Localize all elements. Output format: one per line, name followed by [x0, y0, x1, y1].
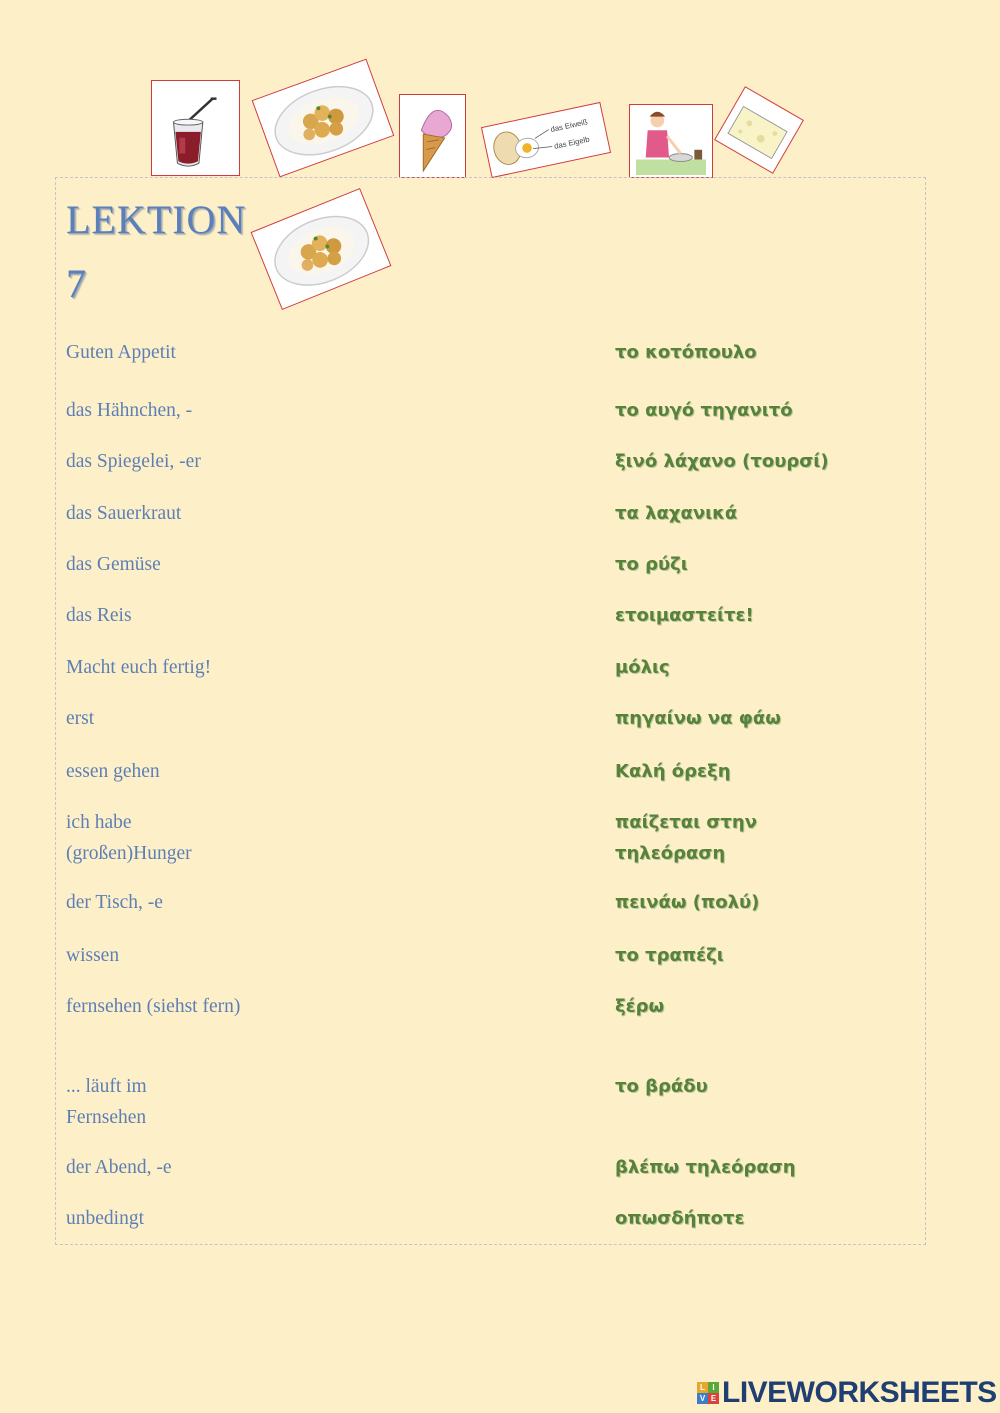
ice-cream-icon	[400, 95, 465, 177]
greek-word-7: μόλις	[615, 657, 670, 678]
logo-text: LIVEWORKSHEETS	[722, 1376, 997, 1409]
food-plate-image-top	[252, 59, 395, 178]
greek-word-3: ξινό λάχανο (τουρσί)	[615, 451, 829, 472]
greek-word-16: οπωσδήποτε	[615, 1208, 745, 1229]
food-plate-icon	[253, 60, 393, 176]
greek-word-6: ετοιμαστείτε!	[615, 605, 754, 626]
cooking-person-image	[629, 104, 713, 178]
greek-word-15: βλέπω τηλεόραση	[615, 1157, 796, 1178]
greek-word-10: παίζεται στην τηλεόραση	[615, 812, 757, 864]
german-word-6: das Reis	[66, 605, 132, 626]
cheese-image	[714, 86, 804, 174]
greek-word-13: ξέρω	[615, 996, 665, 1017]
german-word-7: Macht euch fertig!	[66, 657, 212, 678]
logo-letter-l: L	[697, 1382, 708, 1393]
greek-word-4: τα λαχανικά	[615, 503, 738, 524]
greek-word-12: το τραπέζι	[615, 945, 724, 966]
german-word-15: der Abend, -e	[66, 1157, 172, 1178]
german-word-8: erst	[66, 708, 95, 729]
title-line-1: LEKTION	[66, 197, 247, 242]
german-word-13: fernsehen (siehst fern)	[66, 996, 241, 1017]
german-word-12: wissen	[66, 945, 120, 966]
greek-word-5: το ρύζι	[615, 554, 688, 575]
title-line-2: 7	[66, 261, 87, 306]
logo-mark-icon	[697, 1382, 719, 1404]
logo-letter-v: V	[697, 1393, 708, 1404]
ice-cream-image	[399, 94, 466, 178]
german-word-2: das Hähnchen, -	[66, 400, 193, 421]
drink-glass-image	[151, 80, 240, 176]
german-word-1: Guten Appetit	[66, 342, 176, 363]
drink-glass-icon	[152, 81, 239, 175]
german-word-9: essen gehen	[66, 761, 160, 782]
german-word-14: ... läuft im Fernsehen	[66, 1076, 147, 1128]
cooking-person-icon	[630, 105, 712, 177]
egg-white-label: das Eiweiß	[549, 117, 589, 134]
german-word-11: der Tisch, -e	[66, 892, 163, 913]
cheese-icon	[715, 88, 802, 173]
greek-word-11: πεινάω (πολύ)	[615, 892, 760, 913]
logo-letter-e: E	[708, 1393, 719, 1404]
german-word-4: das Sauerkraut	[66, 503, 182, 524]
egg-icon	[482, 103, 610, 177]
egg-image	[481, 102, 611, 178]
german-word-3: das Spiegelei, -er	[66, 451, 201, 472]
german-word-16: unbedingt	[66, 1208, 144, 1229]
german-word-5: das Gemüse	[66, 554, 161, 575]
logo-letter-i: I	[708, 1382, 719, 1393]
greek-word-9: Καλή όρεξη	[615, 761, 731, 782]
german-word-10: ich habe (großen)Hunger	[66, 812, 192, 864]
greek-word-14: το βράδυ	[615, 1076, 708, 1097]
greek-word-1: το κοτόπουλο	[615, 342, 757, 363]
greek-word-2: το αυγό τηγανιτό	[615, 400, 793, 421]
liveworksheets-logo[interactable]	[697, 1375, 997, 1411]
egg-yolk-label: das Eigelb	[553, 134, 591, 151]
greek-word-8: πηγαίνω να φάω	[615, 708, 781, 729]
page-title	[66, 188, 246, 316]
